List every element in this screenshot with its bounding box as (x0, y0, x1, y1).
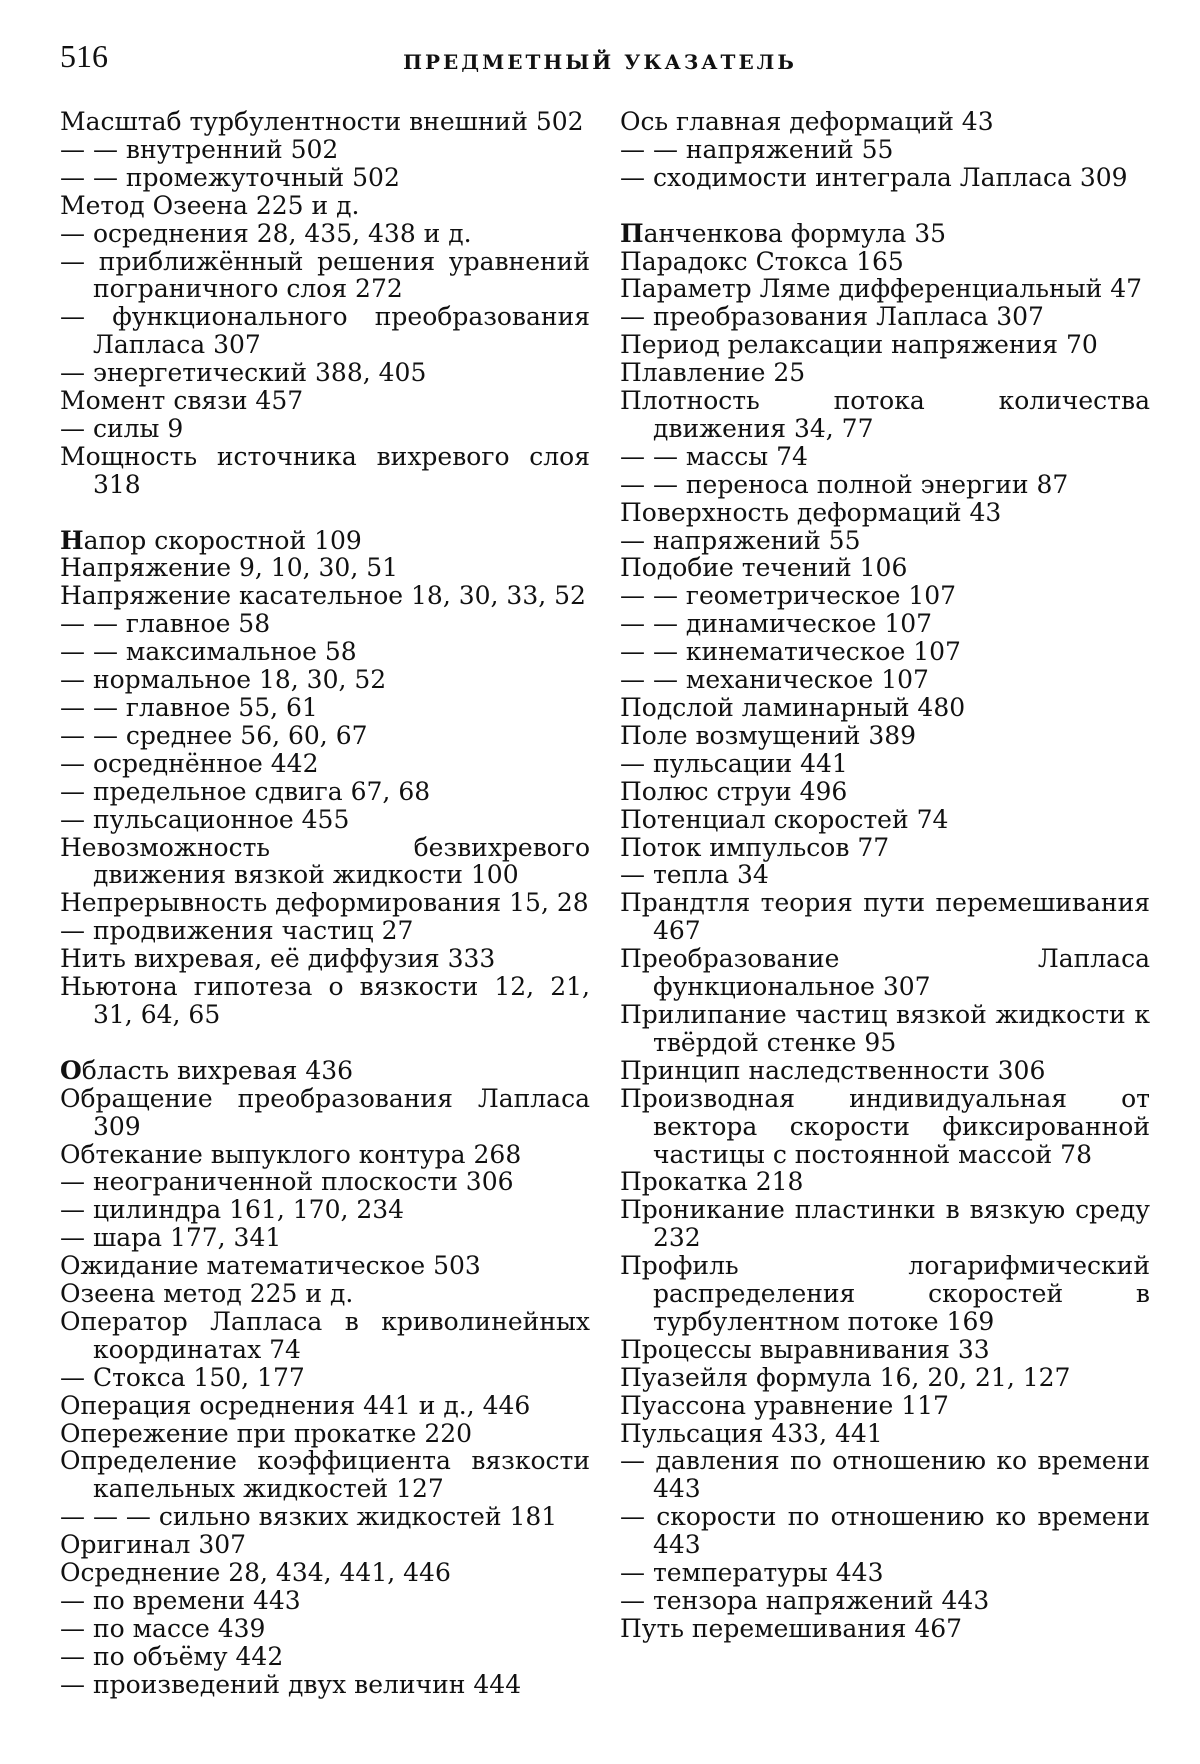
index-entry: Ось главная деформаций 43 (620, 107, 994, 136)
index-entry: Прилипание частиц вязкой жидкости к твёрдой стенке 95 (620, 999, 1150, 1057)
index-entry: — — геометрическое 107 (620, 581, 957, 611)
index-entry: Напор скоростной 109 (60, 525, 362, 555)
index-entry: — — переноса полной энергии 87 (620, 469, 1069, 499)
index-entry: Прокатка 218 (620, 1167, 804, 1197)
page-number: 516 (60, 38, 108, 74)
index-entry: — пульсационное 455 (60, 804, 350, 834)
index-entry: — — динамическое 107 (620, 609, 933, 639)
index-entry: Преобразование Лапласа функциональное 307 (620, 944, 1150, 1002)
index-entry: Пуазейля формула 16, 20, 21, 127 (620, 1362, 1071, 1392)
index-entry: — Стокса 150, 177 (60, 1362, 305, 1392)
index-entry: Плавление 25 (620, 358, 806, 388)
index-entry: Поток импульсов 77 (620, 832, 890, 862)
index-entry: Мощность источника вихревого слоя 318 (60, 441, 590, 499)
index-entry: Прандтля теория пути перемешивания 467 (620, 888, 1150, 946)
index-entry: Осреднение 28, 434, 441, 446 (60, 1558, 451, 1588)
index-entry: — произведений двух величин 444 (60, 1669, 522, 1699)
index-entry: — преобразования Лапласа 307 (620, 302, 1044, 332)
index-entry: Операция осреднения 441 и д., 446 (60, 1390, 531, 1420)
index-entry: — по времени 443 (60, 1586, 301, 1615)
index-entry: Плотность потока количества движения 34, 77 (620, 386, 1150, 443)
index-entry: Панченкова формула 35 (620, 218, 947, 248)
index-entry: Момент связи 457 (60, 386, 304, 416)
index-entry: Оператор Лапласа в криволинейных координатах 74 (60, 1306, 590, 1364)
index-entry: Профиль логарифмический распределения скоростей в турбулентном потоке 169 (620, 1251, 1150, 1336)
index-entry: Потенциал скоростей 74 (620, 804, 949, 834)
index-entry: — продвижения частиц 27 (60, 916, 414, 946)
index-entry: Озеена метод 225 и д. (60, 1279, 354, 1309)
index-entry: — сходимости интеграла Лапласа 309 (620, 162, 1128, 192)
index-column-left (60, 108, 590, 1699)
index-entry: — — максимальное 58 (60, 637, 357, 667)
index-entry: Опережение при прокатке 220 (60, 1418, 473, 1448)
index-entry: — напряжений 55 (620, 525, 861, 555)
index-entry: — цилиндра 161, 170, 234 (60, 1195, 405, 1225)
running-title: ПРЕДМЕТНЫЙ УКАЗАТЕЛЬ (403, 50, 797, 74)
index-entry: — давления по отношению ко времени 443 (620, 1446, 1150, 1504)
index-entry: Процессы выравнивания 33 (620, 1334, 990, 1364)
index-entry: Подслой ламинарный 480 (620, 693, 966, 723)
index-entry: Область вихревая 436 (60, 1055, 354, 1085)
index-entry: Напряжение касательное 18, 30, 33, 52 (60, 581, 586, 611)
index-entry: — пульсации 441 (620, 748, 848, 778)
index-column-right (620, 108, 1150, 1643)
index-entry: Оригинал 307 (60, 1530, 247, 1560)
index-entry: Поле возмущений 389 (620, 720, 917, 750)
index-entry: Парадокс Стокса 165 (620, 246, 904, 276)
index-entry: Определение коэффициента вязкости капельных жидкостей 127 (60, 1446, 590, 1504)
index-entry: Масштаб турбулентности внешний 502 (60, 107, 584, 136)
index-entry: — шара 177, 341 (60, 1223, 282, 1253)
section-initial-letter: Н (60, 525, 84, 555)
index-entry: Напряжение 9, 10, 30, 51 (60, 553, 399, 583)
index-entry: — неограниченной плоскости 306 (60, 1167, 514, 1197)
index-entry: — — внутренний 502 (60, 134, 339, 164)
index-entry: — скорости по отношению ко времени 443 (620, 1502, 1150, 1560)
index-entry: — — промежуточный 502 (60, 162, 400, 192)
index-entry: — по объёму 442 (60, 1641, 284, 1671)
index-entry: — — механическое 107 (620, 665, 929, 695)
index-entry: Параметр Ляме дифференциальный 47 (620, 274, 1143, 304)
index-entry: — энергетический 388, 405 (60, 358, 427, 388)
index-entry: Пульсация 433, 441 (620, 1418, 883, 1448)
index-entry: — температуры 443 (620, 1558, 884, 1588)
index-entry: — — главное 58 (60, 609, 271, 639)
section-spacer (60, 499, 590, 527)
index-entry: Путь перемешивания 467 (620, 1613, 963, 1643)
index-entry: Метод Озеена 225 и д. (60, 190, 360, 220)
index-entry: Обтекание выпуклого контура 268 (60, 1139, 522, 1169)
section-spacer (620, 192, 1150, 220)
index-entry: Невозможность безвихревого движения вязкой жидкости 100 (60, 832, 590, 890)
index-entry: — — напряжений 55 (620, 134, 894, 164)
index-entry: — приближённый решения уравнений пограничного слоя 272 (60, 246, 590, 304)
index-entry: — — среднее 56, 60, 67 (60, 720, 368, 750)
section-initial-letter: П (620, 218, 644, 248)
index-entry: Подобие течений 106 (620, 553, 908, 583)
index-entry: — осреднения 28, 435, 438 и д. (60, 218, 472, 248)
index-entry: — осреднённое 442 (60, 748, 319, 778)
index-entry: Непрерывность деформирования 15, 28 (60, 888, 589, 918)
index-entry: Полюс струи 496 (620, 776, 848, 806)
index-entry: Период релаксации напряжения 70 (620, 330, 1098, 360)
index-entry: Принцип наследственности 306 (620, 1055, 1046, 1085)
index-entry: Обращение преобразования Лапласа 309 (60, 1083, 590, 1141)
index-entry: Поверхность деформаций 43 (620, 497, 1002, 527)
index-entry: — нормальное 18, 30, 52 (60, 665, 387, 695)
index-entry: — — кинематическое 107 (620, 637, 961, 667)
index-entry: — тензора напряжений 443 (620, 1586, 990, 1616)
index-entry: Ожидание математическое 503 (60, 1251, 481, 1281)
index-entry: Производная индивидуальная от вектора скорости фиксированной частицы с постоянной массой 78 (620, 1083, 1150, 1169)
index-entry: — тепла 34 (620, 860, 769, 890)
index-entry: — функционального преобразования Лапласа 307 (60, 302, 590, 360)
index-entry: Пуассона уравнение 117 (620, 1390, 949, 1420)
index-entry: Нить вихревая, её диффузия 333 (60, 944, 496, 974)
index-entry: — — массы 74 (620, 441, 808, 471)
index-entry: Ньютона гипотеза о вязкости 12, 21, 31, 64, 65 (60, 972, 590, 1029)
index-entry: — по массе 439 (60, 1613, 266, 1643)
index-entry: — — — сильно вязких жидкостей 181 (60, 1502, 558, 1532)
index-entry: — предельное сдвига 67, 68 (60, 776, 431, 806)
index-entry: Проникание пластинки в вязкую среду 232 (620, 1195, 1150, 1253)
index-entry: — силы 9 (60, 413, 184, 443)
index-entry: — — главное 55, 61 (60, 693, 318, 723)
section-spacer (60, 1029, 590, 1057)
section-initial-letter: О (60, 1055, 82, 1085)
